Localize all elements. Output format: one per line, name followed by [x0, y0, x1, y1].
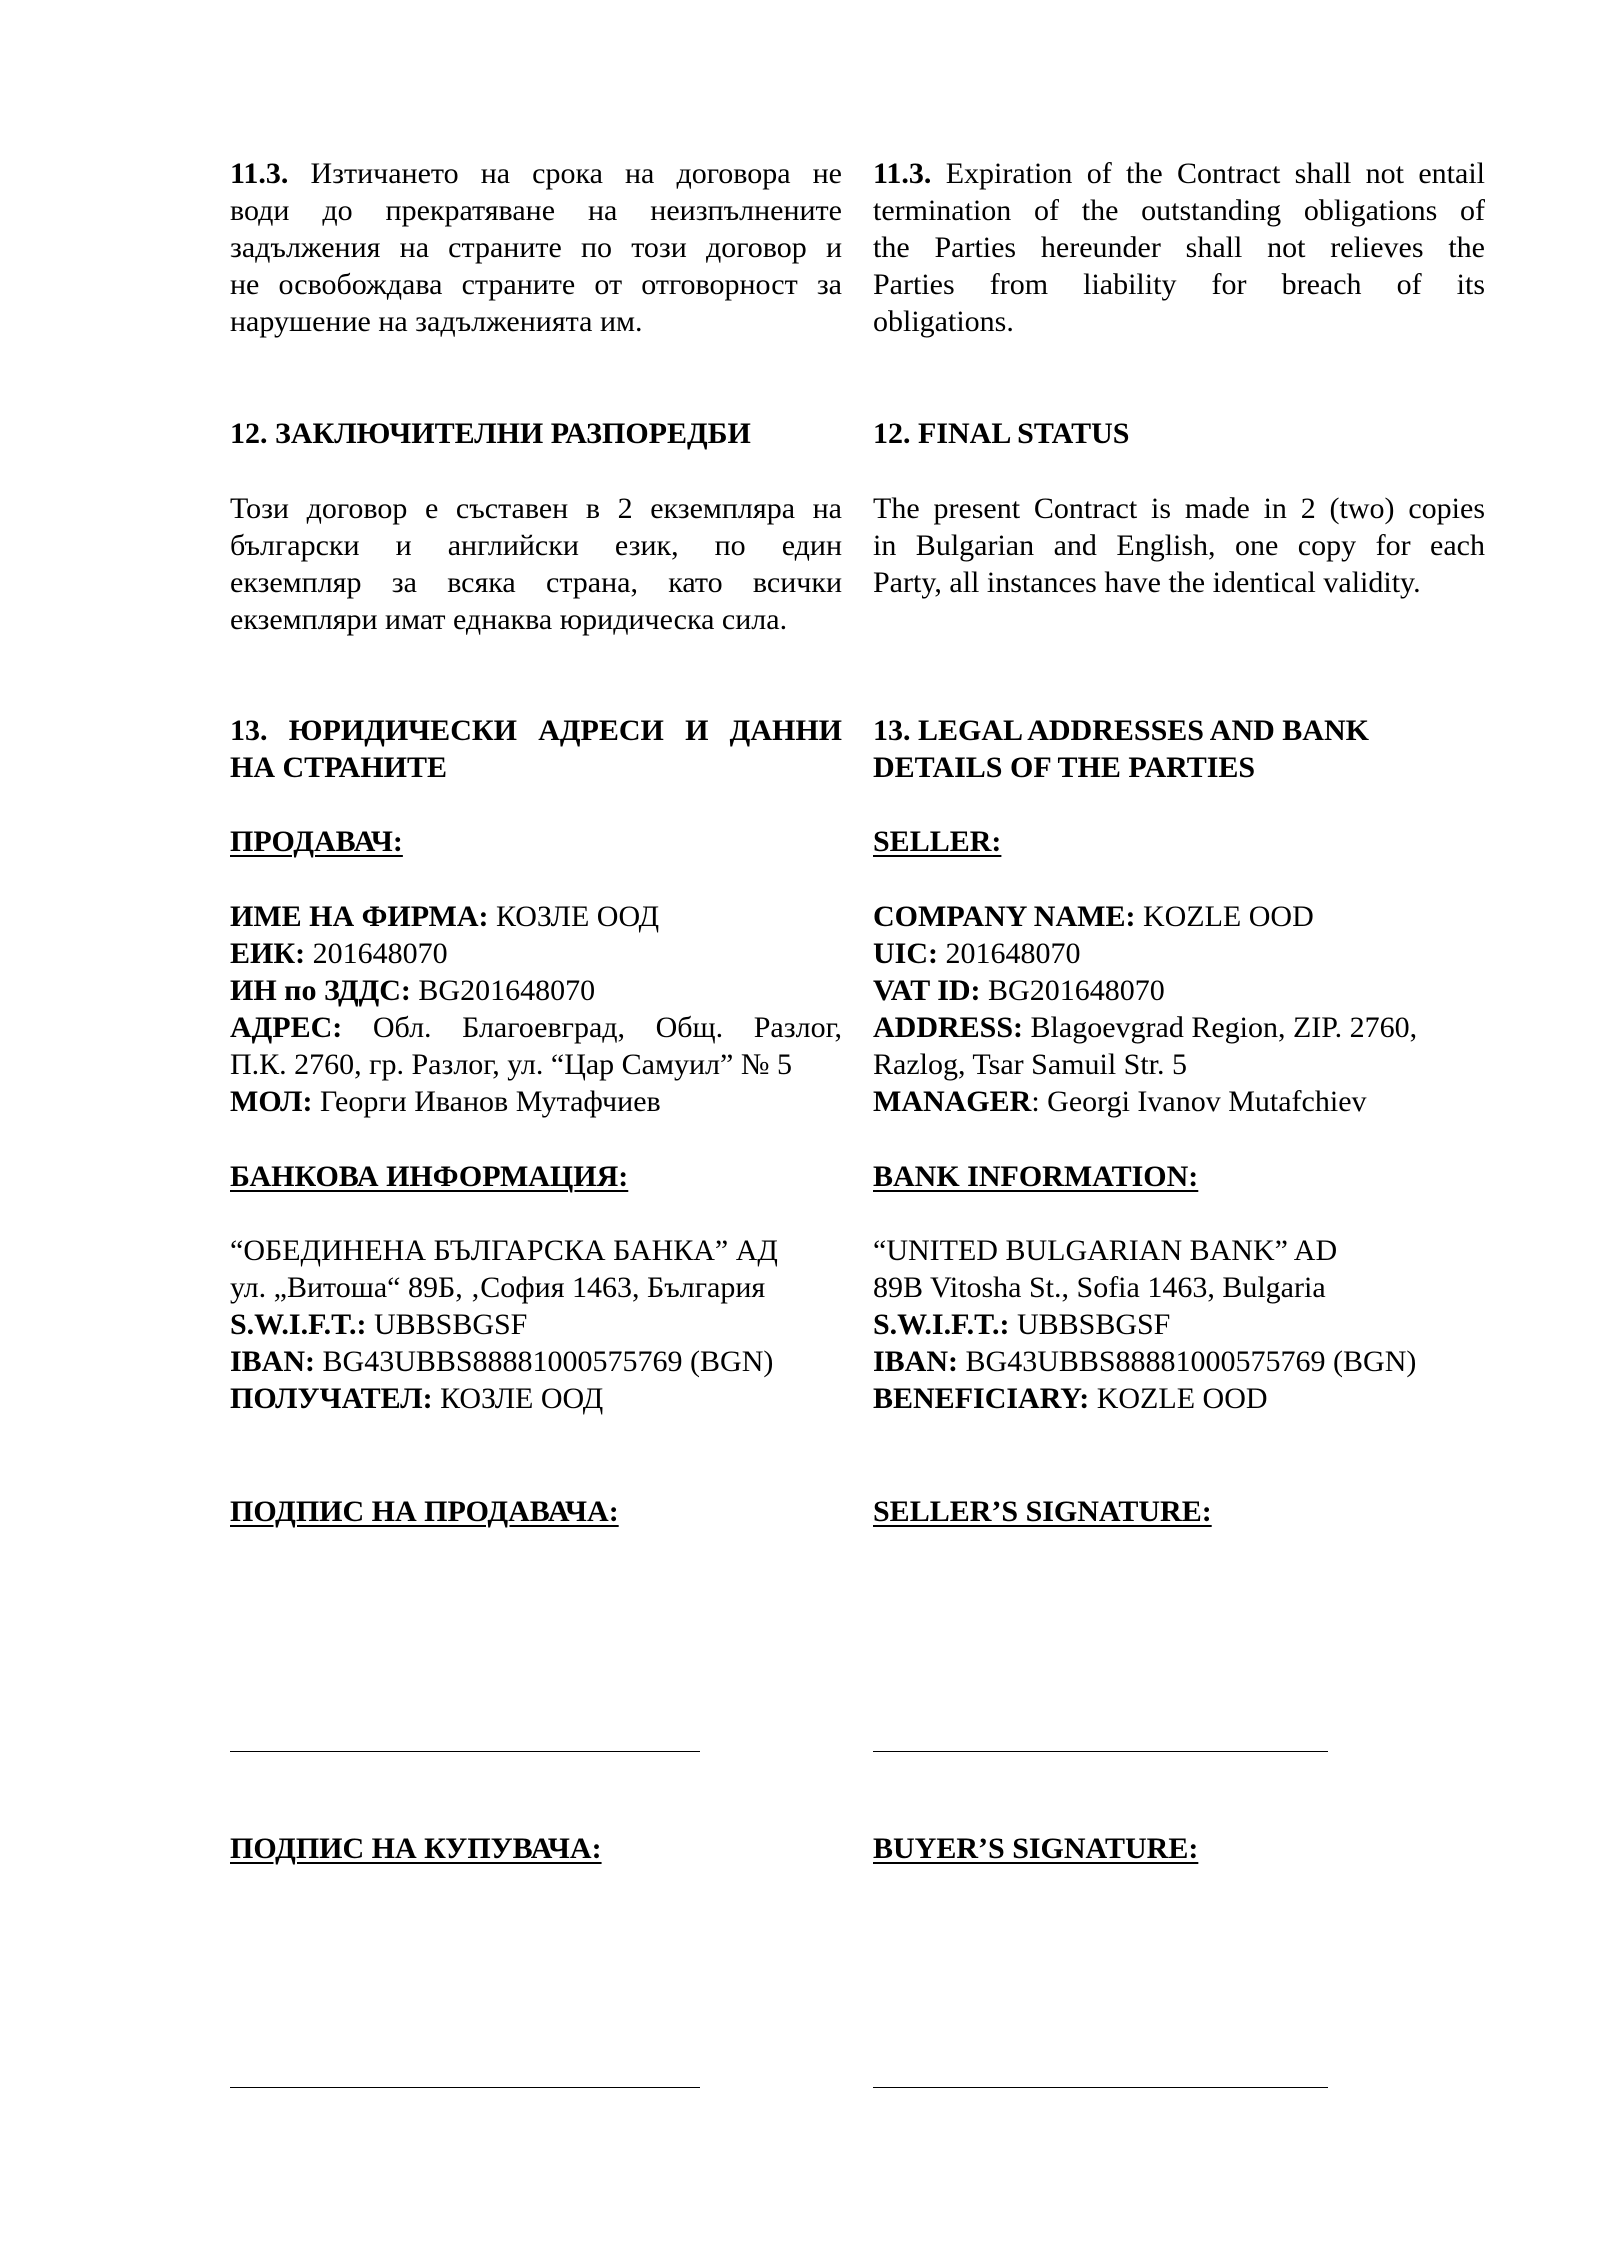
address-value: Razlog, Tsar Samuil Str. 5 [873, 1048, 1188, 1081]
bank-address: 89B Vitosha St., Sofia 1463, Bulgaria [873, 1271, 1326, 1304]
bank-address: ул. „Витоша“ 89Б, ‚София 1463, България [230, 1271, 766, 1304]
section-12-bg [230, 415, 842, 452]
iban-label: IBAN: [873, 1345, 959, 1378]
clause-11-3-en [873, 155, 1485, 340]
clause-text: български и английски език, по един [230, 529, 842, 562]
clause-text: нарушение на задълженията им. [230, 305, 643, 338]
clause-text: задължения на страните по този договор и [230, 231, 842, 264]
section-heading: DETAILS OF THE PARTIES [873, 751, 1256, 784]
company-value: KOZLE OOD [1135, 900, 1314, 933]
clause-text: The present Contract is made in 2 (two) copies [873, 492, 1485, 525]
clause-text: termination of the outstanding obligations of [873, 194, 1485, 227]
company-value: КОЗЛЕ ООД [488, 900, 660, 933]
seller-signature-line-en [873, 1751, 1328, 1752]
buyer-signature-block-bg [230, 1830, 842, 1867]
bank-info-label: BANK INFORMATION: [873, 1160, 1199, 1193]
section-heading: 12. ЗАКЛЮЧИТЕЛНИ РАЗПОРЕДБИ [230, 417, 751, 450]
buyer-signature-label: ПОДПИС НА КУПУВАЧА: [230, 1832, 602, 1865]
manager-value: Георги Иванов Мутафчиев [312, 1085, 661, 1118]
swift-label: S.W.I.F.T.: [873, 1308, 1010, 1341]
uic-value: 201648070 [938, 937, 1081, 970]
clause-text: Този договор е съставен в 2 екземпляра на [230, 492, 842, 525]
clause-number: 11.3. [873, 157, 932, 190]
manager-label: MANAGER [873, 1085, 1032, 1118]
clause-text: води до прекратяване на неизпълнените [230, 194, 842, 227]
company-label: ИМЕ НА ФИРМА: [230, 900, 489, 933]
address-label: ADDRESS: [873, 1011, 1024, 1044]
beneficiary-value: KOZLE OOD [1089, 1382, 1268, 1415]
clause-text: the Parties hereunder shall not relieves the [873, 231, 1485, 264]
buyer-signature-line-en [873, 2087, 1328, 2088]
clause-text: Party, all instances have the identical validity. [873, 566, 1421, 599]
section-12-en [873, 415, 1485, 452]
address-value: П.К. 2760, гр. Разлог, ул. “Цар Самуил” № 5 [230, 1048, 792, 1081]
swift-value: UBBSBGSF [366, 1308, 528, 1341]
vat-label: VAT ID: [873, 974, 981, 1007]
clause-text: in Bulgarian and English, one copy for each [873, 529, 1485, 562]
bank-info-label: БАНКОВА ИНФОРМАЦИЯ: [230, 1160, 629, 1193]
clause-text: екземпляр за всяка страна, като всички [230, 566, 842, 599]
bank-name: “ОБЕДИНЕНА БЪЛГАРСКА БАНКА” АД [230, 1234, 778, 1267]
seller-signature-label: SELLER’S SIGNATURE: [873, 1495, 1212, 1528]
buyer-signature-block-en [873, 1830, 1485, 1867]
seller-label-block-bg [230, 823, 842, 860]
vat-value: BG201648070 [980, 974, 1165, 1007]
seller-details-en [873, 898, 1485, 1120]
seller-label-block-en [873, 823, 1485, 860]
swift-value: UBBSBGSF [1009, 1308, 1171, 1341]
buyer-signature-label: BUYER’S SIGNATURE: [873, 1832, 1199, 1865]
iban-label: IBAN: [230, 1345, 316, 1378]
seller-label: SELLER: [873, 825, 1002, 858]
buyer-signature-line-bg [230, 2087, 700, 2088]
vat-value: BG201648070 [410, 974, 596, 1007]
section-heading: НА СТРАНИТЕ [230, 751, 448, 784]
clause-text: Expiration of the Contract shall not entail [945, 157, 1486, 190]
final-provisions-bg [230, 490, 842, 638]
iban-value: BG43UBBS88881000575769 (BGN) [958, 1345, 1417, 1378]
seller-signature-block-en [873, 1493, 1485, 1530]
address-value: Обл. Благоевград, Общ. Разлог, [342, 1011, 842, 1044]
seller-details-bg [230, 898, 842, 1120]
uic-label: UIC: [873, 937, 938, 970]
uic-value: 201648070 [305, 937, 448, 970]
final-provisions-en [873, 490, 1485, 601]
section-heading: 13. LEGAL ADDRESSES AND BANK [873, 714, 1369, 747]
clause-text: не освобождава страните от отговорност за [230, 268, 842, 301]
bank-details-bg [230, 1232, 842, 1417]
clause-number: 11.3. [230, 157, 289, 190]
beneficiary-label: ПОЛУЧАТЕЛ: [230, 1382, 433, 1415]
uic-label: ЕИК: [230, 937, 306, 970]
bank-label-block-en [873, 1158, 1485, 1195]
address-label: АДРЕС: [230, 1011, 343, 1044]
section-13-bg [230, 712, 842, 786]
section-13-en [873, 712, 1485, 786]
swift-label: S.W.I.F.T.: [230, 1308, 367, 1341]
manager-label: МОЛ: [230, 1085, 313, 1118]
section-heading: 12. FINAL STATUS [873, 417, 1130, 450]
clause-text: Parties from liability for breach of its [873, 268, 1485, 301]
address-value: Blagoevgrad Region, ZIP. 2760, [1023, 1011, 1418, 1044]
clause-text: Изтичането на срока на договора не [310, 157, 842, 190]
clause-11-3-bg [230, 155, 842, 340]
seller-signature-label: ПОДПИС НА ПРОДАВАЧА: [230, 1495, 619, 1528]
bank-label-block-bg [230, 1158, 842, 1195]
manager-value: : Georgi Ivanov Mutafchiev [1031, 1085, 1367, 1118]
beneficiary-label: BENEFICIARY: [873, 1382, 1090, 1415]
vat-label: ИН по ЗДДС: [230, 974, 411, 1007]
seller-signature-line-bg [230, 1751, 700, 1752]
seller-label: ПРОДАВАЧ: [230, 825, 403, 858]
clause-text: екземпляри имат еднаква юридическа сила. [230, 603, 788, 636]
seller-signature-block-bg [230, 1493, 842, 1530]
iban-value: BG43UBBS88881000575769 (BGN) [315, 1345, 774, 1378]
section-heading: 13. ЮРИДИЧЕСКИ АДРЕСИ И ДАННИ [230, 714, 842, 747]
company-label: COMPANY NAME: [873, 900, 1136, 933]
beneficiary-value: КОЗЛЕ ООД [432, 1382, 604, 1415]
bank-name: “UNITED BULGARIAN BANK” AD [873, 1234, 1338, 1267]
clause-text: obligations. [873, 305, 1014, 338]
bank-details-en [873, 1232, 1485, 1417]
